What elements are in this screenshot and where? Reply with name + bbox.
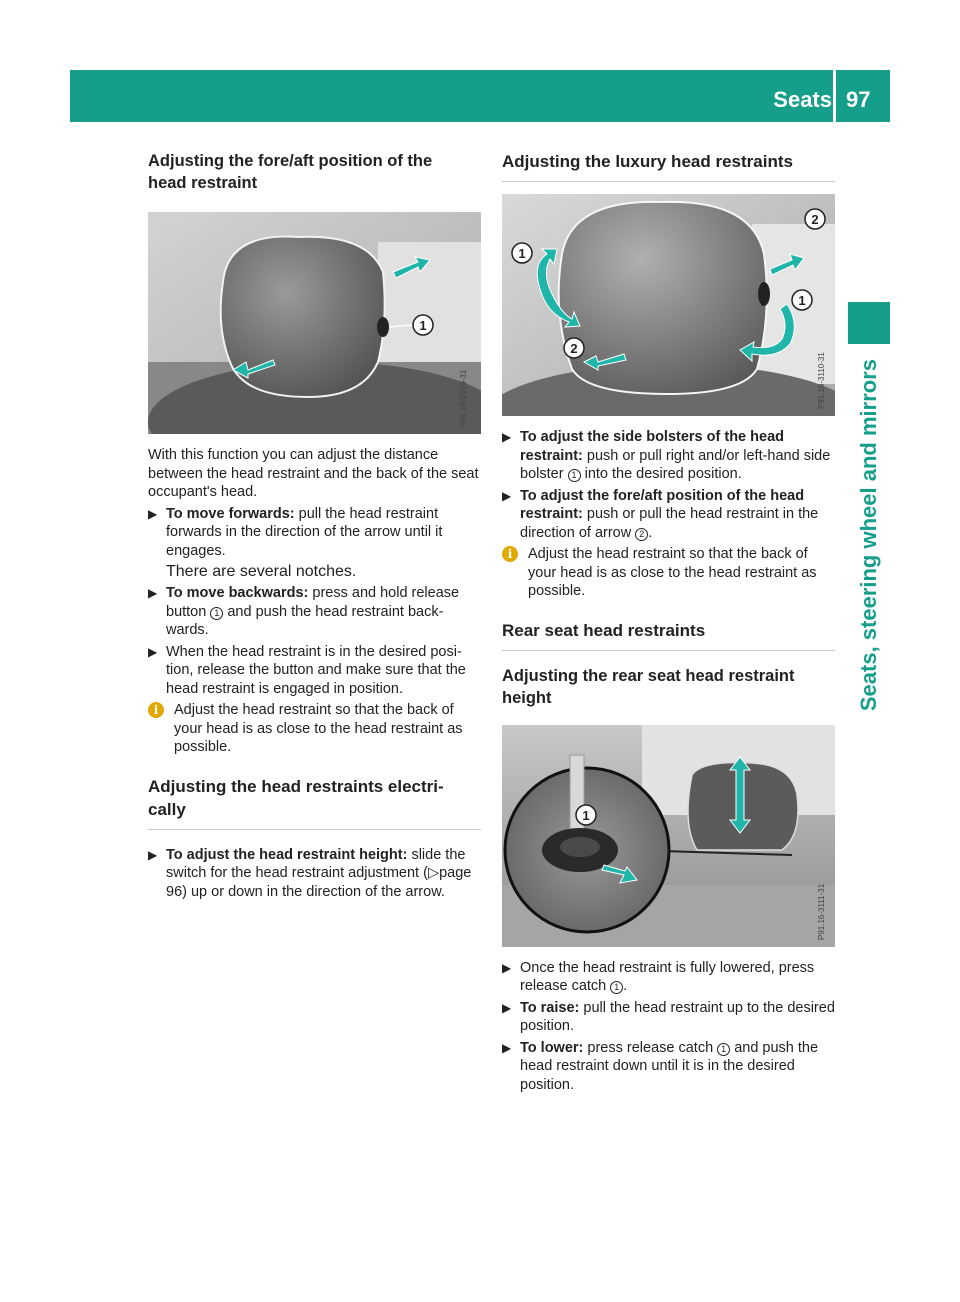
- step-text: and push the head restraint down until it is in the desired position.: [520, 1039, 819, 1093]
- page-reference-link[interactable]: page 96: [166, 865, 472, 900]
- callout-1: 1: [717, 1043, 730, 1056]
- step-arrow-icon: ▶: [502, 488, 512, 503]
- step-label: To adjust the fore/aft position of the head restraint:: [520, 487, 805, 522]
- page-number: 97: [846, 87, 871, 112]
- callout-1: 1: [610, 981, 623, 994]
- step-raise: [502, 999, 835, 1036]
- heading-line: cally: [148, 799, 186, 819]
- step-lower: [502, 1039, 835, 1095]
- step-arrow-icon: ▶: [148, 644, 158, 659]
- step-text: into the desired position.: [580, 466, 742, 482]
- figure-rear-seat: [502, 725, 835, 947]
- step-label: To adjust the head restraint height:: [166, 846, 408, 863]
- figure-code: P91.16-3111-31: [817, 883, 826, 940]
- info-note: [502, 545, 835, 601]
- step-text: push or pull the head restraint in the direction of arrow: [520, 506, 819, 541]
- step-arrow-icon: ▶: [148, 506, 158, 521]
- step-label: To move backwards:: [166, 585, 309, 601]
- step-text: press release catch: [583, 1039, 718, 1056]
- heading-luxury: Adjusting the luxury head restraints: [502, 150, 835, 182]
- head-restraint-photo: [148, 212, 481, 434]
- callout-2: 2: [570, 341, 578, 356]
- callout-2: 2: [635, 528, 648, 541]
- step-adjust-height: [148, 846, 481, 902]
- step-text: pull the head restraint up to the desired position.: [520, 999, 835, 1034]
- header-divider: [833, 70, 836, 122]
- step-text: push or pull right and/or left-hand side bolster: [520, 447, 831, 482]
- figure-code: P91.16-2109-31: [459, 369, 468, 427]
- info-text: Adjust the head restraint so that the back of your head is as close to the head restraint as possible.: [174, 702, 463, 755]
- heading-fore-aft: [148, 150, 481, 194]
- callout-1: 1: [518, 246, 526, 261]
- page-reference-icon: ▷: [427, 865, 440, 881]
- step-label: To move forwards:: [166, 505, 295, 522]
- info-note: [148, 701, 481, 757]
- left-column: [148, 150, 481, 901]
- heading-line: height: [502, 688, 552, 707]
- step-release-catch: [502, 959, 835, 996]
- step-text: slide the switch for the head restraint adjustment (: [166, 846, 466, 881]
- step-text: press and hold release button: [166, 585, 460, 620]
- heading-rear-height: [502, 665, 835, 709]
- callout-1: 1: [568, 469, 581, 482]
- step-arrow-icon: ▶: [502, 1040, 512, 1055]
- chapter-label: Seats, steering wheel and mirrors: [856, 359, 881, 712]
- section-title: Seats: [773, 87, 832, 112]
- figure-fore-aft: [148, 212, 481, 434]
- step-arrow-icon: ▶: [502, 430, 512, 444]
- figure-code: P91.16-3110-31: [817, 352, 826, 409]
- step-label: To lower:: [520, 1039, 584, 1056]
- figure-luxury: [502, 194, 835, 416]
- info-icon: i: [148, 702, 164, 718]
- heading-electric: [148, 775, 481, 830]
- step-move-forwards: [148, 505, 481, 561]
- step-label: To raise:: [520, 999, 580, 1016]
- step-arrow-icon: ▶: [148, 847, 158, 862]
- step-text: and push the head restraint back-wards.: [166, 603, 444, 638]
- step-arrow-icon: ▶: [148, 586, 158, 600]
- rear-head-restraint-photo: [502, 725, 835, 947]
- callout-1: 1: [582, 807, 590, 823]
- step-text: ) up or down in the direction of the arrow.: [182, 883, 445, 900]
- step-text: .: [648, 524, 653, 541]
- step-text: pull the head restraint forwards in the direction of the arrow until it engages.: [166, 505, 443, 559]
- info-text: Adjust the head restraint so that the back of your head is as close to the head restraint as possible.: [528, 546, 817, 599]
- heading-rear-seat: Rear seat head restraints: [502, 619, 835, 651]
- step-arrow-icon: ▶: [502, 1000, 512, 1015]
- step-fore-aft: [502, 487, 835, 543]
- callout-1: 1: [210, 607, 223, 620]
- luxury-head-restraint-photo: [502, 194, 835, 416]
- chapter-marker: [848, 302, 890, 344]
- step-side-bolsters: [502, 428, 835, 484]
- callout-1: 1: [798, 293, 806, 308]
- heading-line: head restraint: [148, 174, 258, 192]
- step-text: When the head restraint is in the desired posi-tion, release the button and make sure that the head restraint is engaged in position.: [166, 643, 466, 697]
- step-arrow-icon: ▶: [502, 960, 512, 975]
- heading-line: Adjusting the fore/aft position of the: [148, 152, 433, 170]
- step-text: .: [623, 978, 628, 994]
- heading-line: Adjusting the head restraints electri-: [148, 776, 444, 796]
- step-release: [148, 643, 481, 699]
- info-icon: i: [502, 546, 518, 562]
- step-note: There are several notches.: [166, 563, 357, 580]
- callout-2: 2: [811, 212, 819, 227]
- right-column: [502, 150, 835, 1094]
- heading-line: Adjusting the rear seat head restraint: [502, 666, 795, 685]
- step-label: To adjust the side bolsters of the head restraint:: [520, 429, 784, 464]
- paragraph-intro: With this function you can adjust the distance between the head restraint and the back of the seat occupant's head.: [148, 447, 479, 500]
- step-text: Once the head restraint is fully lowered, press release catch: [520, 959, 815, 994]
- step-move-backwards: [148, 584, 481, 640]
- callout-1: 1: [419, 318, 427, 333]
